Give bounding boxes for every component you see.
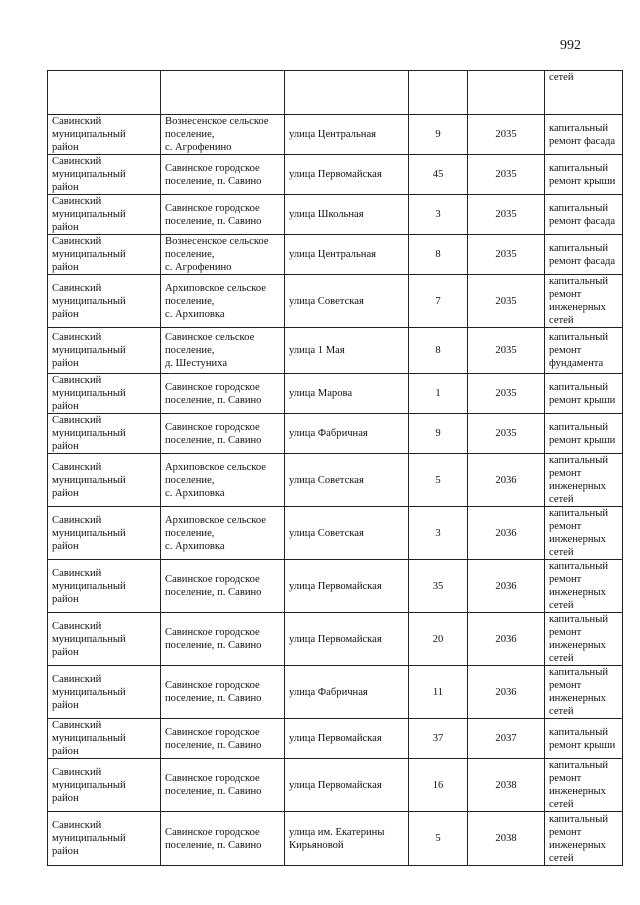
cell-year: [468, 454, 545, 507]
cell-house: [409, 613, 468, 666]
cell-district: [48, 759, 161, 812]
cell-district: [48, 812, 161, 866]
page-number: 992: [560, 38, 581, 53]
cell-street-text: улица Советская: [289, 527, 364, 539]
cell-work: [545, 235, 623, 275]
cell-year-text: 2038: [495, 779, 517, 791]
cell-district: [48, 719, 161, 759]
cell-district-text: Савинский муниципальный район: [52, 766, 126, 804]
cell-settlement: [161, 115, 285, 155]
table-row: [48, 328, 623, 374]
cell-district-text: Савинский муниципальный район: [52, 514, 126, 552]
cell-district: [48, 560, 161, 613]
cell-street: [285, 454, 409, 507]
cell-work: [545, 812, 623, 866]
cell-year-text: 2036: [495, 686, 517, 698]
table-row: [48, 666, 623, 719]
cell-year: [468, 195, 545, 235]
cell-district: [48, 235, 161, 275]
cell-year-text: 2035: [495, 388, 517, 399]
cell-settlement: [161, 374, 285, 414]
cell-district: [48, 666, 161, 719]
cell-street: [285, 560, 409, 613]
cell-year: [468, 507, 545, 560]
cell-year: [468, 812, 545, 866]
cell-house-text: 8: [435, 249, 441, 260]
cell-settlement-text: Савинское городское поселение, п. Савино: [165, 826, 262, 851]
cell-settlement-text: Савинское городское поселение, п. Савино: [165, 680, 262, 704]
cell-house-text: 3: [435, 527, 441, 539]
cell-district-text: Савинский муниципальный район: [52, 673, 126, 711]
cell-street-text: улица Первомайская: [289, 633, 382, 645]
cell-year-text: 2036: [495, 633, 517, 645]
cell-year-text: 2037: [495, 733, 517, 744]
cell-settlement-text: Савинское городское поселение, п. Савино: [165, 773, 262, 797]
cell-street: [285, 414, 409, 454]
repair-schedule-table: [47, 70, 623, 866]
cell-settlement: [161, 507, 285, 560]
cell-year-text: 2038: [495, 833, 517, 844]
cell-house: [409, 759, 468, 812]
table-body: [48, 71, 623, 866]
cell-work-text: капитальный ремонт инженерных сетей: [549, 667, 609, 717]
cell-house: [409, 560, 468, 613]
cell-district-text: Савинский муниципальный район: [52, 196, 126, 233]
cell-settlement: [161, 195, 285, 235]
cell-street: [285, 759, 409, 812]
cell-street-text: улица Первомайская: [289, 169, 382, 180]
cell-street-text: улица Первомайская: [289, 580, 382, 592]
cell-street: [285, 328, 409, 374]
cell-settlement: [161, 275, 285, 328]
table-row: [48, 507, 623, 560]
cell-house-text: 8: [435, 345, 441, 356]
cell-year-text: 2035: [495, 345, 517, 356]
cell-settlement: [161, 235, 285, 275]
cell-work-text: капитальный ремонт инженерных сетей: [549, 276, 609, 326]
cell-year: [468, 275, 545, 328]
cell-year: [468, 613, 545, 666]
cell-district: [48, 374, 161, 414]
cell-house: [409, 719, 468, 759]
cell-district-text: Савинский муниципальный район: [52, 720, 126, 757]
cell-settlement-text: Савинское городское поселение, п. Савино: [165, 421, 262, 446]
cell-work: [545, 719, 623, 759]
cell-street-text: улица Фабричная: [289, 686, 368, 698]
cell-house-text: 9: [435, 428, 441, 439]
cell-work-text: капитальный ремонт инженерных сетей: [549, 760, 609, 810]
cell-district-text: Савинский муниципальный район: [52, 620, 126, 658]
cell-street: [285, 235, 409, 275]
cell-year: [468, 759, 545, 812]
cell-district: [48, 155, 161, 195]
cell-work-text: капитальный ремонт крыши: [549, 421, 616, 446]
cell-district-text: Савинский муниципальный район: [52, 415, 126, 452]
table-row: [48, 812, 623, 866]
cell-settlement: [161, 812, 285, 866]
cell-year: [468, 71, 545, 115]
cell-settlement-text: Архиповское сельское поселение, с. Архиповка: [165, 282, 266, 320]
table-row: [48, 613, 623, 666]
cell-settlement: [161, 666, 285, 719]
cell-work: [545, 115, 623, 155]
cell-district: [48, 328, 161, 374]
cell-house: [409, 71, 468, 115]
cell-year: [468, 155, 545, 195]
cell-settlement-text: Архиповское сельское поселение, с. Архиповка: [165, 461, 266, 499]
cell-street: [285, 275, 409, 328]
cell-work-text: капитальный ремонт инженерных сетей: [549, 561, 609, 611]
cell-house-text: 3: [435, 209, 441, 220]
cell-settlement: [161, 759, 285, 812]
cell-house-text: 35: [432, 580, 444, 592]
cell-street-text: улица Фабричная: [289, 428, 368, 439]
cell-district: [48, 195, 161, 235]
cell-work: [545, 414, 623, 454]
cell-district-text: Савинский муниципальный район: [52, 332, 126, 369]
table-row: [48, 374, 623, 414]
cell-house-text: 11: [432, 686, 444, 698]
cell-work-text: капитальный ремонт инженерных сетей: [549, 813, 609, 864]
cell-work: [545, 759, 623, 812]
cell-house: [409, 666, 468, 719]
cell-street-text: улица Центральная: [289, 129, 377, 140]
cell-street: [285, 719, 409, 759]
cell-house: [409, 507, 468, 560]
cell-work: [545, 507, 623, 560]
cell-street-text: улица им. Екатерины Кирьяновой: [289, 826, 385, 851]
cell-settlement: [161, 454, 285, 507]
cell-settlement-text: Савинское городское поселение, п. Савино: [165, 726, 262, 751]
cell-house: [409, 414, 468, 454]
cell-work-text: капитальный ремонт фасада: [549, 122, 616, 147]
table-row-continuation: [48, 71, 623, 115]
cell-house-text: 9: [435, 129, 441, 140]
cell-settlement: [161, 613, 285, 666]
cell-street: [285, 115, 409, 155]
cell-street: [285, 195, 409, 235]
cell-district: [48, 275, 161, 328]
cell-year-text: 2036: [495, 527, 517, 539]
cell-street: [285, 507, 409, 560]
cell-house: [409, 155, 468, 195]
cell-year-text: 2035: [495, 295, 517, 307]
cell-work: [545, 560, 623, 613]
cell-year: [468, 560, 545, 613]
cell-work-text: капитальный ремонт инженерных сетей: [549, 508, 609, 558]
cell-settlement: [161, 560, 285, 613]
cell-work-text: капитальный ремонт инженерных сетей: [549, 455, 609, 505]
cell-year: [468, 235, 545, 275]
cell-house: [409, 374, 468, 414]
cell-settlement-text: Савинское сельское поселение, д. Шестуниха: [165, 332, 255, 369]
cell-district: [48, 115, 161, 155]
cell-year-text: 2035: [495, 209, 517, 220]
cell-district: [48, 71, 161, 115]
cell-house: [409, 235, 468, 275]
cell-work: сетей: [545, 71, 623, 115]
cell-street-text: улица Первомайская: [289, 779, 382, 791]
cell-work: [545, 195, 623, 235]
cell-house: [409, 454, 468, 507]
table-row: [48, 719, 623, 759]
cell-district-text: Савинский муниципальный район: [52, 116, 126, 153]
cell-year-text: 2035: [495, 428, 517, 439]
cell-district-text: Савинский муниципальный район: [52, 156, 126, 193]
cell-work-text: капитальный ремонт крыши: [549, 381, 616, 406]
cell-house: [409, 115, 468, 155]
cell-street: [285, 666, 409, 719]
cell-street-text: улица Советская: [289, 295, 364, 307]
cell-year-text: 2036: [495, 580, 517, 592]
cell-work: [545, 374, 623, 414]
cell-year: [468, 115, 545, 155]
cell-settlement: [161, 328, 285, 374]
cell-street: [285, 71, 409, 115]
cell-district-text: Савинский муниципальный район: [52, 820, 126, 857]
cell-year-text: 2036: [495, 474, 517, 486]
table-row: [48, 759, 623, 812]
cell-year: [468, 374, 545, 414]
cell-street: [285, 613, 409, 666]
cell-settlement: [161, 719, 285, 759]
cell-street: [285, 812, 409, 866]
cell-settlement-text: Савинское городское поселение, п. Савино: [165, 162, 262, 187]
table-row: [48, 115, 623, 155]
cell-settlement-text: Савинское городское поселение, п. Савино: [165, 202, 262, 227]
cell-district-text: Савинский муниципальный район: [52, 282, 126, 320]
cell-year: [468, 328, 545, 374]
cell-work: [545, 454, 623, 507]
cell-work-text: капитальный ремонт фундамента: [549, 332, 609, 369]
cell-work-text: капитальный ремонт крыши: [549, 726, 616, 751]
cell-year: [468, 666, 545, 719]
table-row: [48, 155, 623, 195]
cell-house-text: 20: [432, 633, 444, 645]
cell-district-text: Савинский муниципальный район: [52, 375, 126, 412]
cell-settlement-text: Савинское городское поселение, п. Савино: [165, 574, 262, 598]
cell-settlement-text: Архиповское сельское поселение, с. Архиповка: [165, 514, 266, 552]
cell-house: [409, 328, 468, 374]
cell-work: [545, 155, 623, 195]
cell-year-text: 2035: [495, 129, 517, 140]
cell-street: [285, 155, 409, 195]
cell-house: [409, 275, 468, 328]
cell-settlement-text: Савинское городское поселение, п. Савино: [165, 381, 262, 406]
cell-house-text: 1: [435, 388, 441, 399]
cell-house-text: 5: [435, 474, 441, 486]
cell-street-text: улица Советская: [289, 474, 364, 486]
cell-house: [409, 195, 468, 235]
table-row: [48, 195, 623, 235]
cell-house: [409, 812, 468, 866]
cell-street-text: улица Центральная: [289, 249, 377, 260]
cell-house-text: 5: [435, 833, 441, 844]
cell-house-text: 37: [432, 733, 444, 744]
cell-district: [48, 507, 161, 560]
cell-district: [48, 414, 161, 454]
cell-work: [545, 275, 623, 328]
cell-street-text: улица Школьная: [289, 209, 364, 220]
cell-work: [545, 328, 623, 374]
cell-work-text: капитальный ремонт инженерных сетей: [549, 614, 609, 664]
cell-settlement-text: Вознесенское сельское поселение, с. Агрофенино: [165, 116, 269, 153]
cell-work: [545, 613, 623, 666]
cell-house-text: 16: [432, 779, 444, 791]
cell-district-text: Савинский муниципальный район: [52, 236, 126, 273]
table-row: [48, 235, 623, 275]
cell-district: [48, 613, 161, 666]
cell-year-text: 2035: [495, 249, 517, 260]
cell-year-text: 2035: [495, 169, 517, 180]
table-row: [48, 560, 623, 613]
cell-district: [48, 454, 161, 507]
cell-street-text: улица Марова: [289, 388, 353, 399]
cell-work: [545, 666, 623, 719]
cell-house-text: 45: [432, 169, 444, 180]
cell-settlement-text: Вознесенское сельское поселение, с. Агрофенино: [165, 236, 269, 273]
cell-year: [468, 414, 545, 454]
cell-settlement: [161, 155, 285, 195]
table-row: [48, 275, 623, 328]
cell-work-text: капитальный ремонт крыши: [549, 162, 616, 187]
table-row: [48, 414, 623, 454]
table-row: [48, 454, 623, 507]
cell-house-text: 7: [435, 295, 441, 307]
cell-settlement: [161, 71, 285, 115]
cell-district-text: Савинский муниципальный район: [52, 567, 126, 605]
cell-settlement: [161, 414, 285, 454]
cell-street-text: улица 1 Мая: [289, 345, 345, 356]
cell-year: [468, 719, 545, 759]
cell-street: [285, 374, 409, 414]
cell-work-text: капитальный ремонт фасада: [549, 242, 616, 267]
cell-work-text: капитальный ремонт фасада: [549, 202, 616, 227]
cell-street-text: улица Первомайская: [289, 733, 382, 744]
cell-settlement-text: Савинское городское поселение, п. Савино: [165, 627, 262, 651]
cell-district-text: Савинский муниципальный район: [52, 461, 126, 499]
